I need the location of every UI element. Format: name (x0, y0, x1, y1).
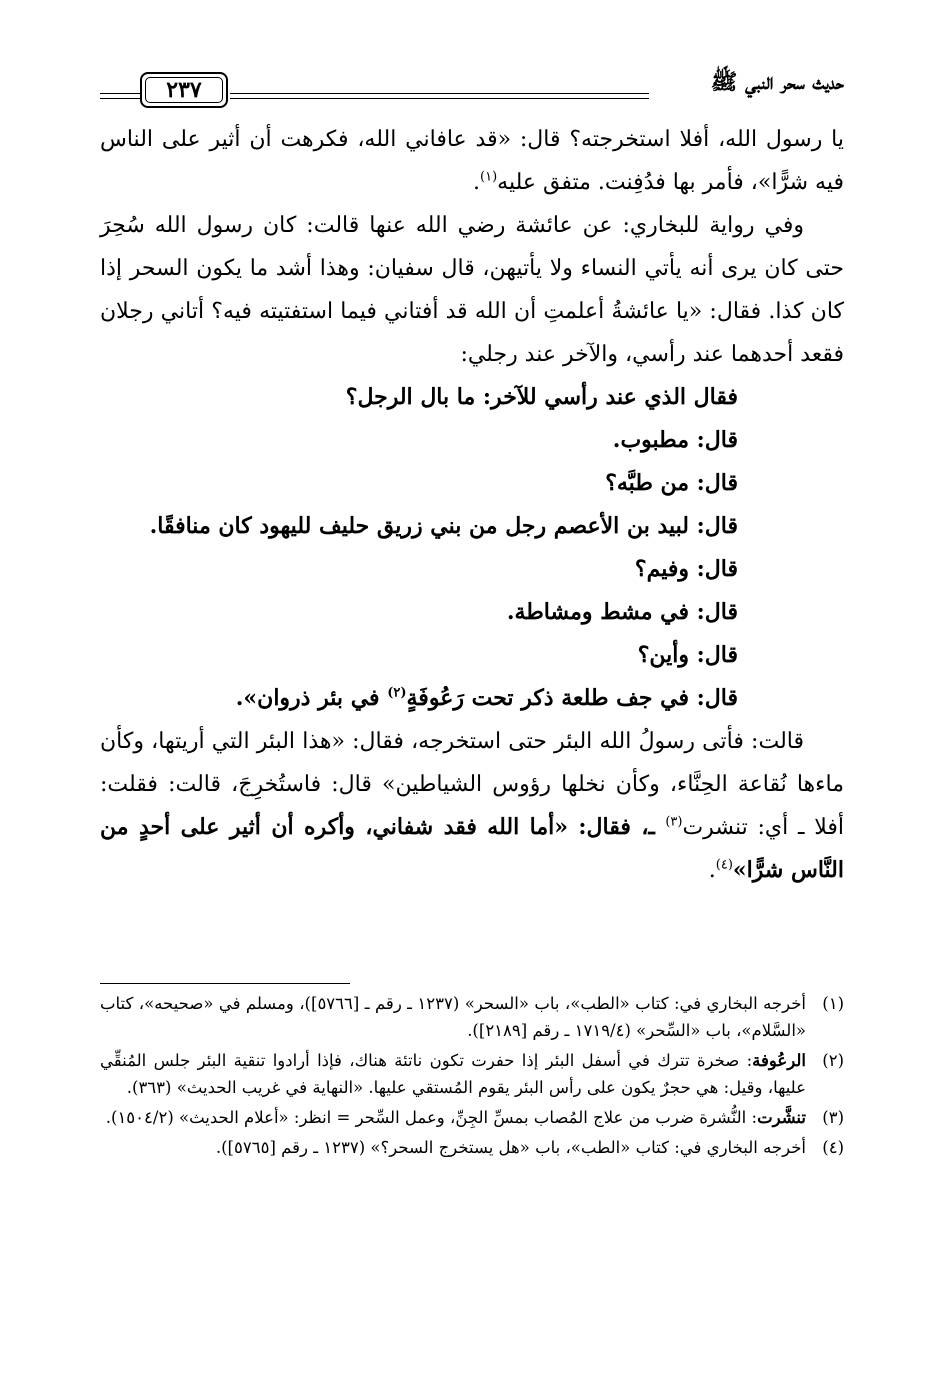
footnote-text: أخرجه البخاري في: كتاب «الطب»، باب «هل يستخرج السحر؟» (١٢٣٧ ـ رقم [٥٧٦٥]). (215, 1138, 806, 1157)
footnote-text (100, 1104, 806, 1131)
paragraph (100, 720, 844, 892)
footnote-ref[interactable]: (١) (480, 169, 498, 185)
page-number-box (140, 72, 228, 108)
footnote-number: (١) (822, 994, 844, 1013)
dialogue-line (100, 677, 844, 720)
header-rule (100, 93, 140, 94)
footnote (100, 1104, 844, 1131)
footnote (100, 1134, 844, 1161)
footnote-ref[interactable]: (٢) (387, 685, 407, 701)
dialogue-line: قال: من طبَّه؟ (605, 470, 738, 496)
footnote-text (100, 1047, 806, 1101)
footnote-body: : صخرة تترك في أسفل البئر إذا حفرت تكون ناتئة هناك، فإذا أرادوا تنقية البئر جلس المُنقِّي عليها، وقيل: هي حجرٌ يكون على رأس البئر يقوم المُستقي عليها. «النهاية في غريب الحديث» (٣٦٣). (100, 1051, 806, 1097)
footnotes (100, 990, 844, 1164)
dialogue-line: قال: في مشط ومشاطة. (506, 599, 738, 625)
page-number: ٢٣٧ (166, 77, 202, 103)
footnote-ref[interactable]: (٣) (665, 814, 683, 830)
footnote-number: (٤) (822, 1138, 844, 1157)
footnote-divider (100, 983, 350, 984)
paragraph-end: . (708, 858, 716, 883)
footnote (100, 990, 844, 1044)
paragraph (100, 118, 844, 204)
footnote (100, 1047, 844, 1101)
paragraph-end: . (473, 170, 481, 195)
dialogue-text: قال: في جف طلعة ذكر تحت رَعُوفَةٍ (406, 685, 738, 711)
dialogue-line: قال: مطبوب. (612, 427, 738, 453)
footnote-body: : النُّشرة ضرب من علاج المُصاب بمسِّ الجِنِّ، وعمل السِّحر = انظر: «أعلام الحديث» (١٥٠٤/٢). (105, 1108, 758, 1127)
header-rule (230, 98, 649, 99)
dialogue-line: قال: وفيم؟ (634, 556, 738, 582)
header-rule (230, 93, 649, 94)
dialogue-text: في بئر ذروان». (235, 685, 388, 711)
paragraph-text: قالت: فأتى رسولُ الله البئر حتى استخرجه، فقال: «هذا البئر التي أريتها، وكأن ماءها نُقاعة الحِنَّاء، وكأن نخلها رؤوس الشياطين» قال: فاستُخرِجَ، قالت: فقلت: أفلا ـ أي: تنشرت (100, 729, 844, 840)
book-page (100, 0, 844, 1377)
footnote-number: (٢) (822, 1051, 844, 1070)
footnote-keyword: الرعُوفة (752, 1051, 806, 1070)
main-text (100, 118, 844, 892)
paragraph-text: ـ، فقال: «أما الله فقد شفاني، وأكره أن أثير على أحدٍ من النَّاس شرًّا» (100, 814, 844, 883)
footnote-keyword: تنشَّرت (757, 1108, 806, 1127)
paragraph-text: يا رسول الله، أفلا استخرجته؟ قال: «قد عافاني الله، فكرهت أن أثير على الناس فيه شرًّا»، فأمر بها فدُفِنت. متفق عليه (100, 127, 844, 195)
running-title: حديث سحر النبي ﷺ (710, 69, 844, 95)
footnote-number: (٣) (822, 1108, 844, 1127)
footnote-text: أخرجه البخاري في: كتاب «الطب»، باب «السحر» (١٢٣٧ ـ رقم ـ [٥٧٦٦])، ومسلم في «صحيحه»، كتاب «السَّلام»، باب «السِّحر» (١٧١٩/٤ ـ رقم [٢١٨٩]). (100, 994, 807, 1040)
header-rule (100, 98, 140, 99)
paragraph: وفي رواية للبخاري: عن عائشة رضي الله عنها قالت: كان رسول الله سُحِرَ حتى كان يرى أنه يأتي النساء ولا يأتيهن، قال سفيان: وهذا أشد ما يكون السحر إذا كان كذا. فقال: «يا عائشةُ أعلمتِ أن الله قد أفتاني فيما استفتيته فيه؟ أتاني رجلان فقعد أحدهما عند رأسي، والآخر عند رجلي: (100, 213, 844, 367)
page-header (100, 62, 844, 106)
dialogue-line: قال: وأين؟ (637, 642, 738, 668)
footnote-ref[interactable]: (٤) (715, 857, 733, 873)
dialogue-line: فقال الذي عند رأسي للآخر: ما بال الرجل؟ (345, 384, 738, 410)
dialogue-line: قال: لبيد بن الأعصم رجل من بني زريق حليف لليهود كان منافقًا. (149, 513, 738, 539)
